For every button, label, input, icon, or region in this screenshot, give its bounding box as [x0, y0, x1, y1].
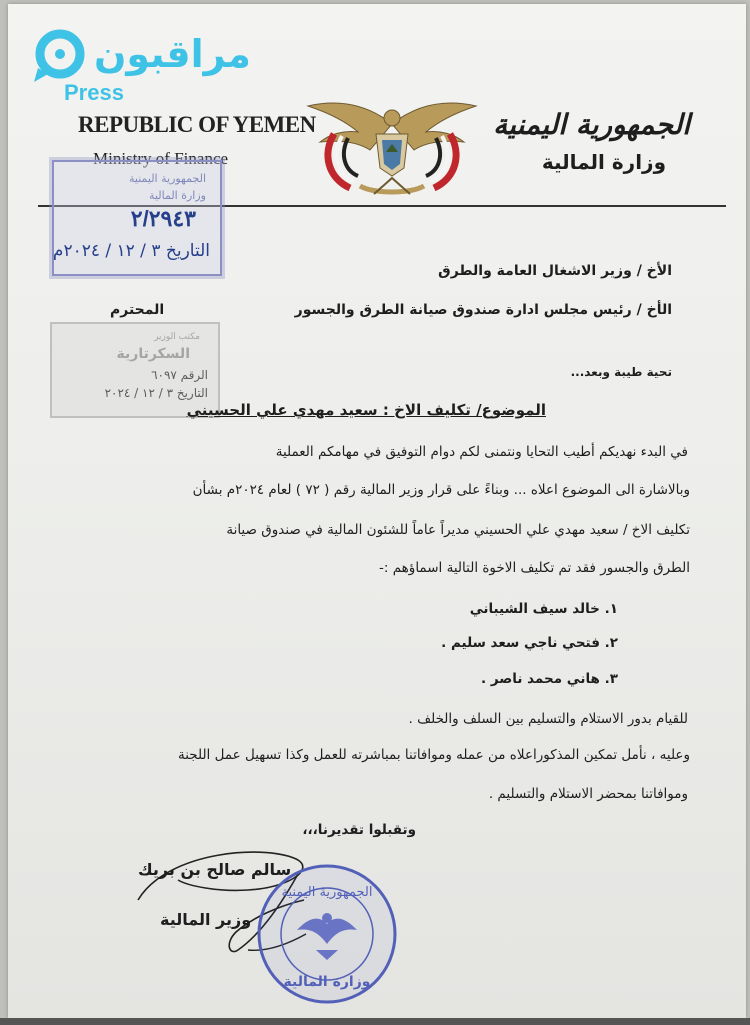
body-paragraph-7: وموافاتنا بمحضر الاستلام والتسليم . [488, 786, 688, 802]
incoming-stamp [52, 160, 222, 276]
signatory-title: وزير المالية [160, 910, 252, 929]
watermark-logo-icon [32, 28, 88, 84]
body-paragraph-1: في البدء نهديكم أطيب التحايا ونتمنى لكم دوام التوفيق في مهامكم العملية [275, 444, 688, 460]
received-stamp-line2: السكرتارية [116, 346, 190, 362]
addressee-line-2: الأخ / رئيس مجلس ادارة صندوق صيانة الطرق والجسور [294, 302, 672, 318]
received-stamp-date: التاريخ ٣ / ١٢ / ٢٠٢٤ [104, 386, 208, 400]
seal-bottom-text: وزارة المالية [283, 974, 371, 990]
header-country-en: REPUBLIC OF YEMEN [78, 112, 316, 137]
body-paragraph-6: وعليه ، نأمل تمكين المذكوراعلاه من عمله وموافاتنا بمباشرته للعمل وكذا تسهيل عمل اللجنة [177, 747, 690, 763]
greeting: تحية طيبة وبعد... [570, 365, 672, 379]
received-stamp-number: الرقم ٦٠٩٧ [151, 368, 208, 382]
incoming-stamp-date: التاريخ ٣ / ١٢ / ٢٠٢٤م [52, 241, 210, 261]
body-paragraph-2: وبالاشارة الى الموضوع اعلاه ... وبناءً على قرار وزير المالية رقم ( ٧٢ ) لعام ٢٠٢٤م بشأن [192, 482, 690, 498]
watermark-brand-ar: مراقبون [94, 32, 251, 76]
incoming-stamp-number: ٢/٢٩٤٣ [130, 206, 196, 231]
received-stamp-line1: مكتب الوزير [154, 332, 200, 342]
header-ministry-ar: وزارة المالية [541, 150, 666, 174]
yemen-eagle-emblem-icon [304, 94, 480, 198]
subject-line: الموضوع/ تكليف الاخ : سعيد مهدي علي الحسيني [186, 401, 546, 419]
body-paragraph-4: الطرق والجسور فقد تم تكليف الاخوة التالية اسماؤهم :- [378, 560, 690, 576]
screenshot-bottom-edge [0, 1018, 750, 1025]
ministry-seal-icon [252, 860, 402, 1008]
body-paragraph-3: تكليف الاخ / سعيد مهدي علي الحسيني مديراً عاماً للشئون المالية في صندوق صيانة [226, 522, 690, 538]
seal-top-text: الجمهورية اليمنية [281, 885, 373, 900]
committee-member-3: ٣. هاني محمد ناصر . [481, 671, 618, 687]
committee-member-1: ١. خالد سيف الشيباني [469, 601, 618, 617]
addressee-line-1: الأخ / وزير الاشغال العامة والطرق [438, 263, 672, 279]
incoming-stamp-line1: الجمهورية اليمنية [128, 172, 206, 185]
signatory-name: سالم صالح بن بريك [138, 860, 292, 879]
incoming-stamp-line2: وزارة المالية [149, 189, 206, 202]
honorific: المحترم [110, 302, 165, 318]
body-paragraph-5: للقيام بدور الاستلام والتسليم بين السلف والخلف . [408, 711, 688, 727]
committee-member-2: ٢. فتحي ناجي سعد سليم . [441, 635, 618, 651]
watermark-brand-en: Press [64, 80, 124, 105]
letter-page [8, 4, 746, 1018]
header-ministry-en: Ministry of Finance [93, 149, 229, 168]
header-country-ar: الجمهورية اليمنية [493, 108, 690, 141]
closing-line: وتقبلوا تقديرنا،،، [302, 822, 416, 838]
press-watermark [32, 22, 272, 112]
